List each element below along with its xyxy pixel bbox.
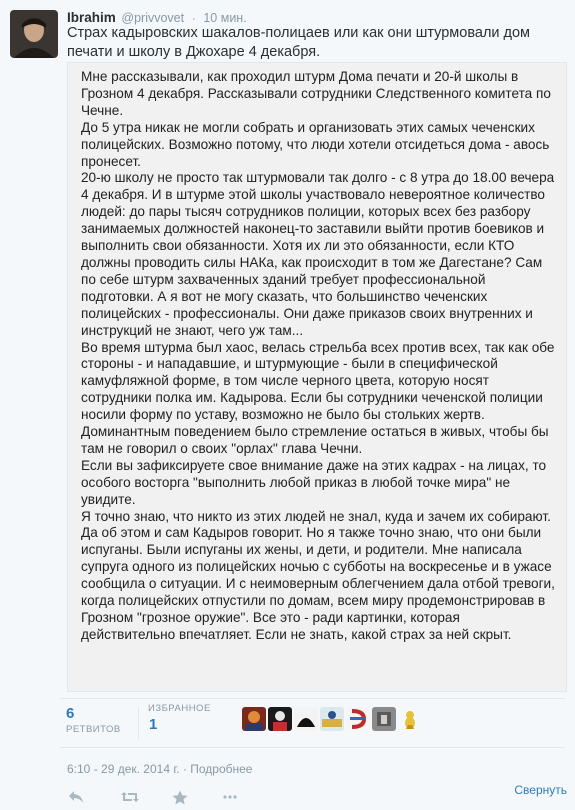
tweet-actions	[60, 790, 565, 810]
favoriter-avatar[interactable]	[372, 707, 396, 731]
tweet-header	[67, 10, 247, 25]
favoriter-avatar[interactable]	[398, 707, 422, 731]
image-text-block	[81, 69, 557, 644]
tweet-time[interactable]: 10 мин.	[203, 11, 247, 25]
separator-dot: ·	[191, 11, 196, 25]
retweets-count: 6	[66, 705, 75, 722]
image-paragraph: 20-ю школу не просто так штурмовали так долго - с 8 утра до 18.00 вечера 4 декабря. И в штурме этой школы участвовало невероятное количество людей: до пары тысяч сотрудников полиции, которых всех без разбору занимаемых должностей наконец-то заставили выйти против боевиков и выполнить свои обязанности. Хотя их ли это обязанности, если КТО должны проводить силы НАКа, как происходит в том же Дагестане? Сам по себе штурм захваченных зданий требует профессиональной подготовки. А я вот не могу сказать, что большинство чеченских полицейских - профессионалы. Они даже приказов своих внутренних и инструкций не знают, чего уж там...	[81, 170, 555, 338]
tweet-stats	[60, 698, 565, 748]
user-handle[interactable]: @privvovet	[121, 11, 185, 25]
image-paragraph: Мне рассказывали, как проходил штурм Дома печати и 20-й школы в Грозном 4 декабря. Рассказывали сотрудники Следственного комитета по Чечне.	[81, 69, 551, 118]
avatar[interactable]	[10, 10, 58, 58]
favoriter-avatar[interactable]	[268, 707, 292, 731]
tweet-timestamp[interactable]: 6:10 - 29 дек. 2014 г. · Подробнее	[67, 762, 253, 776]
tweet-text: Страх кадыровских шакалов-полицаев или как они штурмовали дом печати и школу в Джохаре 4 декабря.	[67, 25, 531, 60]
image-paragraph: Во время штурма был хаос, велась стрельба всех против всех, так как обе стороны - и нападавшие, и штурмующие - были в специфической камуфляжной форме, в том числе черного цвета, которую носят сотрудники полка им. Кадырова. Если бы сотрудники чеченской полиции носили форму по уставу, возможно не было бы стольких жертв. Доминантным поведением было стремление остаться в живых, чтобы бы там не говорил о своих "орлах" глава Чечни.	[81, 339, 555, 456]
favoriter-avatar[interactable]	[242, 707, 266, 731]
favoriter-avatar[interactable]	[346, 707, 370, 731]
user-fullname[interactable]: Ibrahim	[67, 10, 116, 25]
favorites-count: 1	[149, 716, 158, 733]
reply-icon[interactable]	[68, 790, 84, 808]
collapse-link[interactable]: Свернуть	[514, 783, 567, 797]
image-paragraph: Если вы зафиксируете свое внимание даже на этих кадрах - на лицах, то особого восторга "выполнить любой приказ в любой точке мира" не увидите.	[81, 457, 547, 507]
more-icon[interactable]	[222, 790, 238, 808]
favoriter-avatar[interactable]	[320, 707, 344, 731]
retweets-stat[interactable]	[66, 705, 121, 735]
retweets-label: РЕТВИТОВ	[66, 724, 121, 735]
retweet-icon[interactable]	[120, 790, 140, 808]
avatar-image	[10, 10, 58, 58]
image-paragraph: До 5 утра никак не могли собрать и организовать этих самых чеченских полицейских. Возможно потому, что люди хотели отсидеться дома - авось пронесет.	[81, 119, 550, 169]
stats-divider	[138, 707, 139, 739]
favoriter-avatar[interactable]	[294, 707, 318, 731]
favorites-label: ИЗБРАННОЕ	[148, 703, 211, 714]
image-paragraph: Я точно знаю, что никто из этих людей не знал, куда и зачем их собирают. Да об этом и сам Кадыров говорит. Но я также точно знаю, что они были испуганы. Были испуганы их жены, и дети, и родители. Мне написала супруга одного из полицейских ночью с субботы на воскресенье и в ужасе сообщила о ситуации. И с неимоверным облегчением дала отбой тревоги, когда полицейских отпустили по домам, всем миру продемонстрировав в Грозном "грозное оружие". Все это - ради картинки, которая действительно впечатляет. Если не знать, какой страх за ней скрыт.	[81, 508, 555, 642]
favorites-stat[interactable]	[148, 703, 211, 733]
star-icon[interactable]	[172, 790, 188, 809]
tweet-image[interactable]	[67, 62, 567, 692]
